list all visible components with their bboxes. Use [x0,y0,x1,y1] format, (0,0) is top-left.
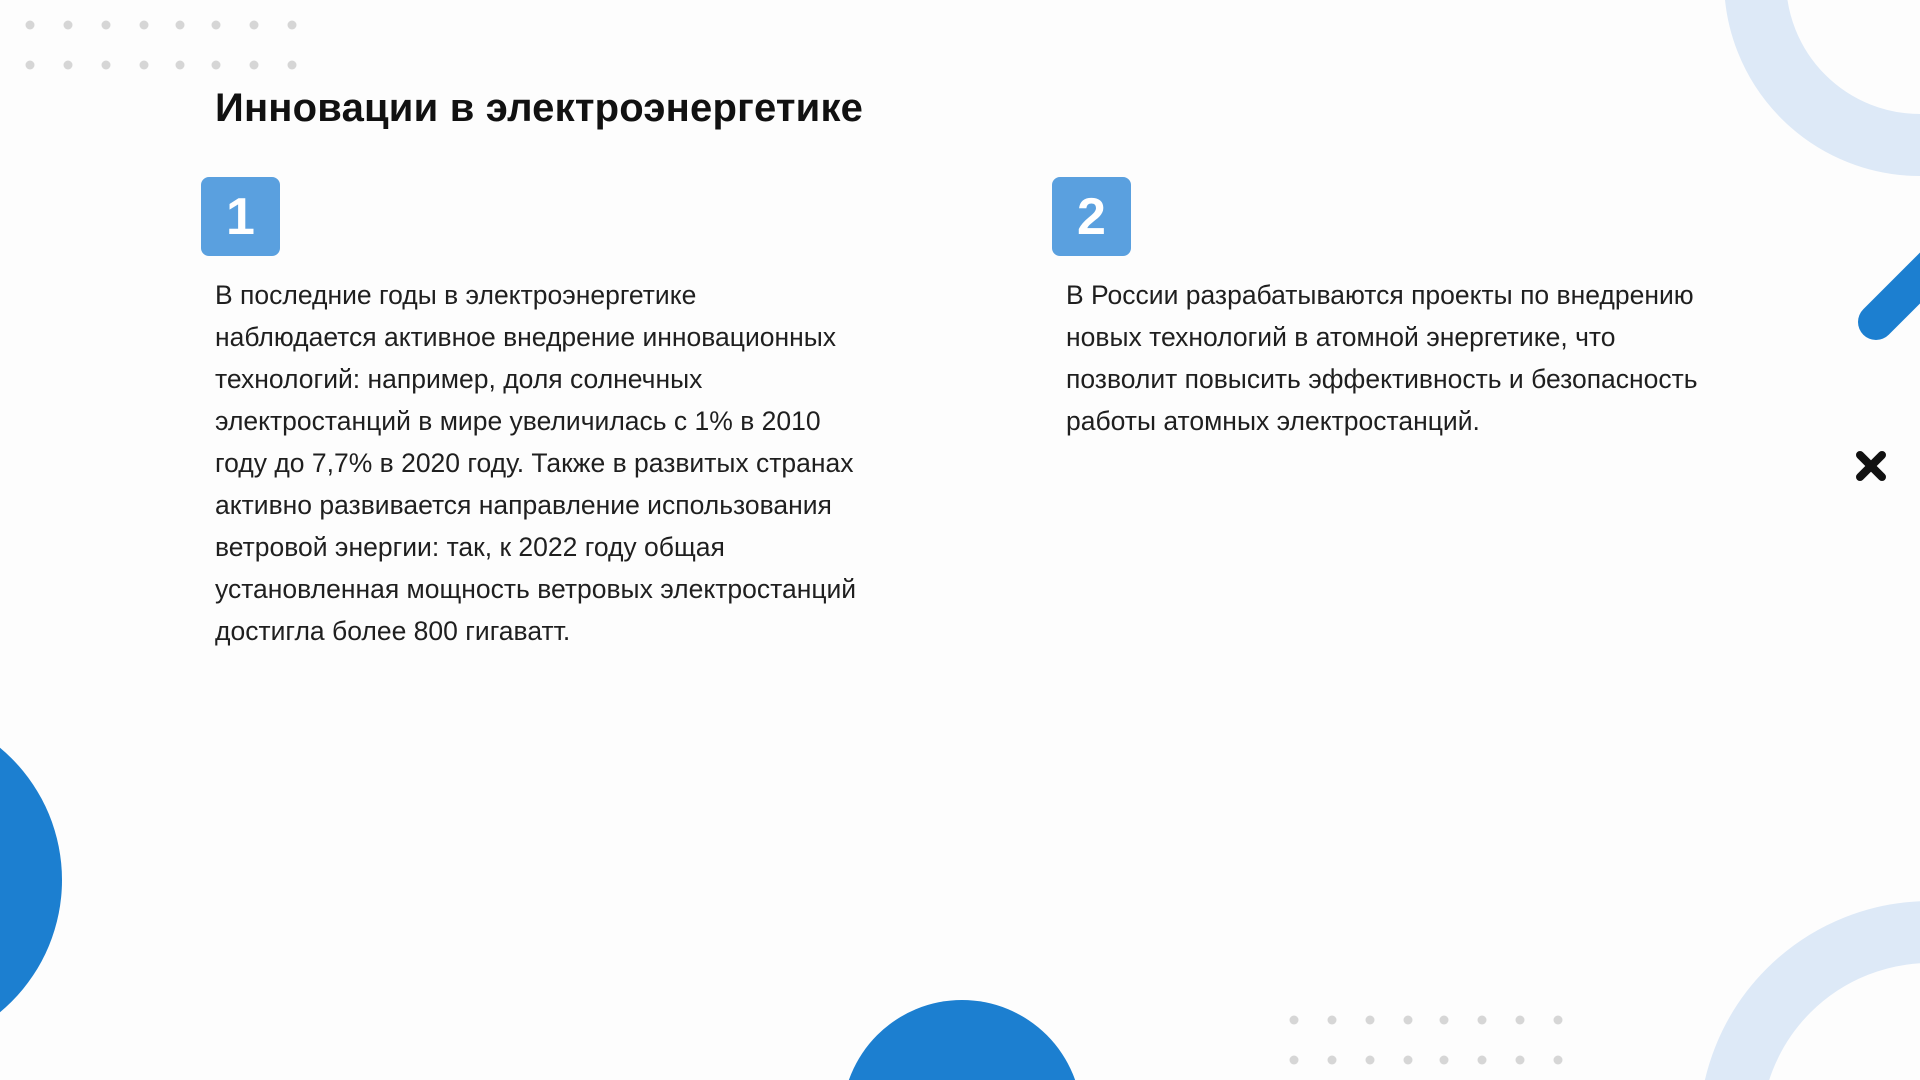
ring-arc-top-right [1755,0,1920,145]
close-x-icon [1860,455,1882,477]
card-text-1: В последние годы в электроэнергетике наблюдается активное внедрение инновационных технологий: например, доля солнечных электростанций в мире увеличилась с 1% в 2010 году до 7,7% в 2020 году. Также в развитых странах активно развивается направление использования ветровой энергии: так, к 2022 году общая установленная мощность ветровых электростанций достигла более 800 гигаватт. [215,280,857,646]
circle-left [0,708,62,1052]
semicircle-bottom [842,1000,1082,1080]
slide-title: Инновации в электроэнергетике [215,86,864,130]
ring-arc-bottom-right [1730,932,1920,1080]
dot-grid-bottom-right [1290,1016,1563,1065]
number-badge-2: 2 [1052,177,1131,256]
card-text-2: В России разрабатываются проекты по внедрению новых технологий в атомной энергетике, что позволит повысить эффективность и безопасность работы атомных электростанций. [1066,280,1698,436]
dot-grid-top-left [26,21,297,70]
diagonal-bar-right [1876,248,1920,322]
number-badge-1: 1 [201,177,280,256]
